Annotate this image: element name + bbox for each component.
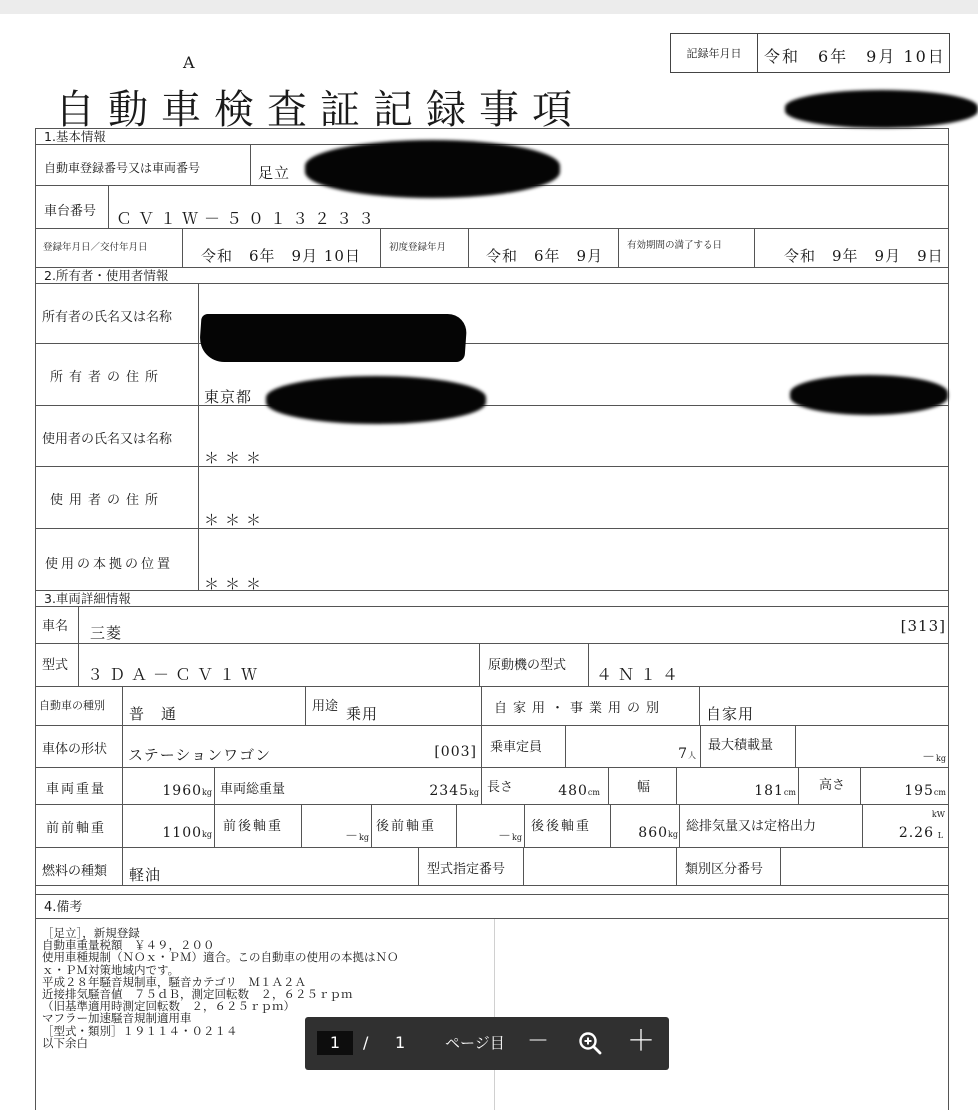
usage-label: 用途 [312, 699, 339, 714]
fr-axle-value: － [345, 829, 360, 844]
height-value: 195 [904, 783, 934, 799]
pdf-viewer-toolbar [305, 1017, 669, 1070]
chassis-label: 車台番号 [44, 204, 97, 219]
axle-row [36, 805, 948, 848]
ff-axle-label: 前前軸重 [46, 821, 107, 836]
section-2-header [36, 268, 948, 284]
displacement-unit-bottom: L [937, 831, 943, 840]
displacement-unit-top: kW [931, 810, 945, 819]
car-name-label: 車名 [42, 619, 69, 634]
record-date-value: 令和 6年 9月 10日 [764, 47, 946, 66]
weight-row [36, 768, 948, 805]
current-page-input[interactable]: 1 [317, 1031, 353, 1055]
rf-axle-label: 後前軸重 [376, 819, 437, 834]
model-label: 型式 [42, 658, 69, 673]
height-label: 高さ [819, 778, 846, 793]
page-separator: / [363, 1033, 369, 1052]
rr-axle-value: 860 [638, 825, 669, 841]
kind-row [36, 687, 948, 726]
redaction-owner-address [266, 376, 486, 424]
body-label: 車体の形状 [42, 742, 108, 757]
width-label: 幅 [637, 780, 651, 795]
remarks-line: （旧基準適用時測定回転数 ２，６２５ｒｐｍ） [42, 999, 295, 1014]
remarks-line: 以下余白 [42, 1035, 88, 1050]
viewer-top-bar [0, 0, 978, 14]
inspection-record-form [35, 128, 949, 1110]
private-business-value: 自家用 [706, 705, 755, 723]
remarks-section [36, 895, 948, 1110]
displacement-value: 2.26 [898, 825, 934, 841]
length-unit: cm [587, 788, 600, 797]
car-name-value: 三菱 [90, 624, 123, 642]
gross-weight-value: 2345 [429, 783, 470, 799]
type-designation-label: 型式指定番号 [427, 862, 506, 877]
capacity-value: 7 [678, 746, 688, 762]
max-load-unit: kg [936, 754, 946, 763]
base-location-value: ＊＊＊ [204, 575, 268, 593]
rr-axle-label: 後後軸重 [531, 819, 592, 834]
car-name-code: [313] [900, 617, 946, 635]
dates-row [36, 229, 948, 268]
weight-value: 1960 [162, 783, 203, 799]
remarks-line: 近接排気騒音値 ７５ｄＢ，測定回転数 ２，６２５ｒｐｍ [42, 987, 353, 1002]
remarks-line: ［足立］，新規登録 [42, 926, 140, 940]
section-3-header [36, 591, 948, 607]
remarks-line: 自動車重量税額 ￥４９，２００ [42, 938, 215, 953]
page-letter: A [183, 53, 195, 72]
width-value: 181 [754, 783, 784, 799]
gross-weight-label: 車両総重量 [220, 782, 286, 797]
record-date-box [670, 33, 950, 73]
kind-label: 自動車の種別 [39, 699, 105, 712]
reg-date-value: 令和 6年 9月 10日 [201, 247, 361, 265]
rf-axle-value: － [498, 829, 513, 844]
document-title: 自動車検査証記録事項 [55, 87, 585, 133]
user-address-value: ＊＊＊ [204, 511, 268, 529]
redaction-top-right [785, 90, 978, 128]
capacity-unit: 人 [688, 751, 696, 760]
body-code: [003] [434, 744, 477, 760]
remarks-line: 使用車種規制（ＮＯｘ・ＰＭ）適合。この自動車の使用の本拠はＮＯ [42, 950, 399, 965]
weight-unit: kg [202, 788, 212, 797]
rf-axle-unit: kg [512, 833, 522, 842]
user-address-row [36, 467, 948, 529]
redaction-owner-name [198, 314, 467, 362]
fuel-row [36, 848, 948, 886]
first-reg-label: 初度登録年月 [389, 242, 447, 253]
section-2-title: 2.所有者・使用者情報 [44, 268, 169, 283]
owner-address-label: 所有者の住所 [50, 370, 165, 385]
ff-axle-value: 1100 [162, 825, 203, 841]
expiry-value: 令和 9年 9月 9日 [784, 247, 944, 265]
page-label: ページ目 [445, 1034, 505, 1052]
usage-value: 乗用 [346, 705, 379, 723]
private-business-label: 自家用・事業用の別 [494, 701, 666, 716]
user-name-row [36, 406, 948, 467]
kind-value: 普 通 [129, 705, 178, 723]
displacement-label: 総排気量又は定格出力 [686, 819, 817, 834]
engine-label: 原動機の型式 [488, 658, 567, 673]
length-label: 長さ [487, 780, 514, 795]
expiry-label: 有効期間の満了する日 [627, 240, 723, 251]
section-4-header [36, 895, 948, 919]
user-name-value: ＊＊＊ [204, 449, 268, 467]
fuel-value: 軽油 [129, 866, 162, 884]
gross-weight-unit: kg [469, 788, 479, 797]
reg-date-label: 登録年月日／交付年月日 [43, 242, 148, 253]
fuel-label: 燃料の種類 [42, 864, 108, 879]
weight-label: 車両重量 [46, 782, 107, 797]
reg-number-prefix: 足立 [258, 164, 291, 182]
max-load-label: 最大積載量 [708, 738, 774, 753]
remarks-line: 平成２８年騒音規制車，騒音カテゴリ Ｍ１Ａ２Ａ [42, 974, 307, 989]
owner-name-row [36, 284, 948, 344]
zoom-icon[interactable] [577, 1030, 603, 1056]
spacer-row [36, 886, 948, 895]
user-address-label: 使用者の住所 [50, 493, 165, 508]
redaction-reg-number [305, 140, 560, 198]
category-label: 類別区分番号 [685, 862, 764, 877]
section-3-title: 3.車両詳細情報 [44, 591, 131, 606]
length-value: 480 [558, 783, 588, 799]
redaction-owner-address-right [790, 375, 948, 415]
remarks-line: ［型式・類別］１９１１４・０２１４ [42, 1023, 238, 1038]
first-reg-value: 令和 6年 9月 [486, 247, 604, 265]
remarks-line: マフラー加速騒音規制適用車 [42, 1011, 192, 1026]
capacity-label: 乗車定員 [490, 740, 543, 755]
base-location-label: 使用の本拠の位置 [45, 557, 174, 572]
zoom-in-button[interactable]: ＋ [627, 1024, 656, 1057]
remarks-divider [494, 919, 495, 1110]
engine-value: ４Ｎ１４ [596, 665, 685, 684]
reg-number-label: 自動車登録番号又は車両番号 [44, 161, 201, 175]
owner-address-visible: 東京都 [204, 388, 253, 406]
zoom-out-button[interactable]: － [527, 1029, 550, 1054]
user-name-label: 使用者の氏名又は名称 [42, 432, 173, 447]
base-location-row [36, 529, 948, 591]
section-4-title: 4.備考 [44, 900, 83, 915]
width-unit: cm [783, 788, 796, 797]
fr-axle-unit: kg [359, 833, 369, 842]
model-row [36, 644, 948, 687]
record-date-label: 記録年月日 [671, 34, 758, 72]
model-value: ３ＤＡ－ＣＶ１Ｗ [87, 665, 264, 684]
rr-axle-unit: kg [668, 830, 678, 839]
body-value: ステーションワゴン [128, 746, 272, 764]
chassis-value: ＣＶ１Ｗ－５０１３２３３ [116, 209, 381, 228]
body-row [36, 726, 948, 768]
height-unit: cm [933, 788, 946, 797]
car-name-row [36, 607, 948, 644]
ff-axle-unit: kg [202, 830, 212, 839]
total-pages: 1 [395, 1033, 406, 1052]
fr-axle-label: 前後軸重 [223, 819, 284, 834]
max-load-value: － [922, 750, 937, 765]
owner-name-label: 所有者の氏名又は名称 [42, 310, 173, 325]
section-1-title: 1.基本情報 [44, 129, 106, 144]
remarks-line: ｘ・ＰＭ対策地域内です。 [42, 962, 180, 977]
